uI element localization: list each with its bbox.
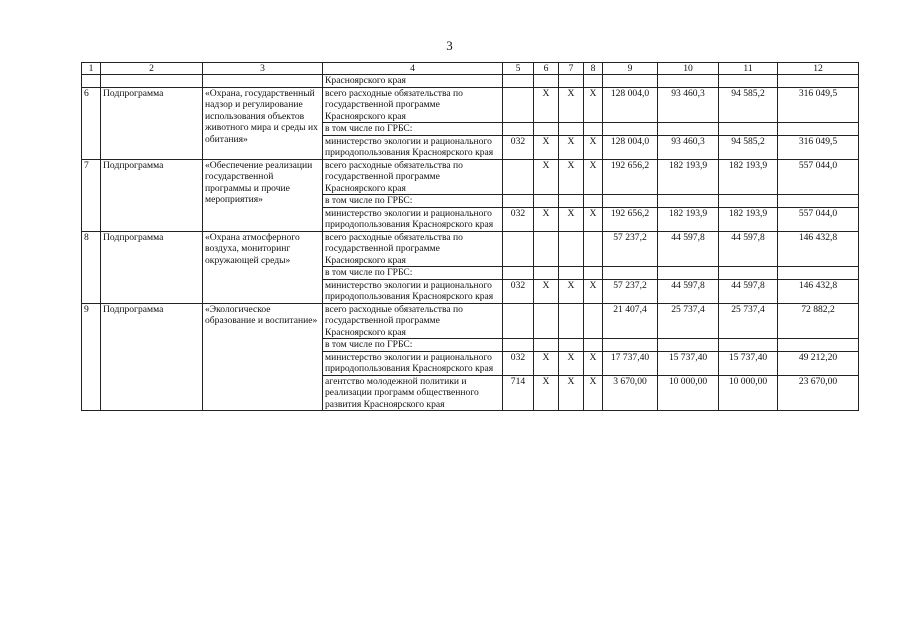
empty-cell	[603, 267, 658, 280]
cell-c8: Х	[584, 207, 603, 231]
column-number-row	[82, 63, 859, 75]
empty-cell	[503, 267, 534, 280]
cell-c8: Х	[584, 87, 603, 123]
cell-v11: 25 737,4	[719, 303, 778, 339]
column-header: 11	[719, 63, 778, 75]
cell-c6: Х	[534, 87, 559, 123]
cell-v9: 192 656,2	[603, 207, 658, 231]
empty-cell	[559, 339, 584, 352]
cell-v9: 128 004,0	[603, 87, 658, 123]
cell-c6: Х	[534, 375, 559, 411]
empty-cell	[503, 339, 534, 352]
empty-cell	[719, 195, 778, 208]
carry-over-row	[82, 75, 859, 88]
cell-v10: 93 460,3	[658, 87, 719, 123]
cell-c7: Х	[559, 207, 584, 231]
subprogram-name: «Обеспечение реализации государственной программы и прочие мероприятия»	[203, 159, 323, 231]
column-header: 6	[534, 63, 559, 75]
cell-v9: 192 656,2	[603, 159, 658, 195]
cell-v12: 316 049,5	[778, 135, 859, 159]
empty-cell	[534, 267, 559, 280]
cell-v11: 182 193,9	[719, 207, 778, 231]
column-header: 9	[603, 63, 658, 75]
cell-v11: 15 737,40	[719, 351, 778, 375]
cell-c7: Х	[559, 351, 584, 375]
cell-c8: Х	[584, 351, 603, 375]
cell-c6: Х	[534, 279, 559, 303]
cell-v9: 17 737,40	[603, 351, 658, 375]
subprogram-kind: Подпрограмма	[101, 87, 203, 159]
cell-v11: 182 193,9	[719, 159, 778, 195]
cell-c8: Х	[584, 159, 603, 195]
subprogram-name: «Охрана атмосферного воздуха, мониторинг окружающей среды»	[203, 231, 323, 303]
cell-v10: 182 193,9	[658, 159, 719, 195]
cell-v12: 557 044,0	[778, 159, 859, 195]
cell-c6: Х	[534, 135, 559, 159]
empty-cell	[658, 123, 719, 136]
cell-v11: 10 000,00	[719, 375, 778, 411]
total-label: всего расходные обязательства по государственной программе Красноярского края	[323, 231, 503, 267]
cell-c7: Х	[559, 135, 584, 159]
total-label: всего расходные обязательства по государственной программе Красноярского края	[323, 87, 503, 123]
cell-c6	[534, 303, 559, 339]
cell-c8: Х	[584, 135, 603, 159]
grbs-label: в том числе по ГРБС:	[323, 267, 503, 280]
cell-c7	[559, 303, 584, 339]
grbs-code: 032	[503, 207, 534, 231]
empty-cell	[584, 267, 603, 280]
column-header: 7	[559, 63, 584, 75]
cell-v12: 316 049,5	[778, 87, 859, 123]
cell-v9: 3 670,00	[603, 375, 658, 411]
cell-v9: 57 237,2	[603, 231, 658, 267]
cell-v9: 57 237,2	[603, 279, 658, 303]
cell-v10: 25 737,4	[658, 303, 719, 339]
cell-c7	[559, 231, 584, 267]
cell-c6: Х	[534, 351, 559, 375]
subprogram-kind: Подпрограмма	[101, 303, 203, 411]
carry-over-text: Красноярского края	[323, 75, 503, 88]
cell-c7: Х	[559, 279, 584, 303]
cell-v12: 146 432,8	[778, 279, 859, 303]
subprogram-total-row	[82, 87, 859, 123]
grbs-label: в том числе по ГРБС:	[323, 339, 503, 352]
cell-c8	[584, 231, 603, 267]
subprogram-number: 8	[82, 231, 101, 303]
cell-c7: Х	[559, 375, 584, 411]
subprogram-total-row	[82, 231, 859, 267]
empty-cell	[658, 339, 719, 352]
cell-v10: 44 597,8	[658, 279, 719, 303]
subprogram-number: 9	[82, 303, 101, 411]
grbs-name: агентство молодежной политики и реализации программ общественного развития Красноярского края	[323, 375, 503, 411]
column-header: 2	[101, 63, 203, 75]
column-header: 3	[203, 63, 323, 75]
cell-v10: 182 193,9	[658, 207, 719, 231]
column-header: 12	[778, 63, 859, 75]
cell-v9: 21 407,4	[603, 303, 658, 339]
grbs-code	[503, 159, 534, 195]
cell-c6: Х	[534, 207, 559, 231]
cell-v10: 10 000,00	[658, 375, 719, 411]
grbs-name: министерство экологии и рационального природопользования Красноярского края	[323, 135, 503, 159]
empty-cell	[559, 195, 584, 208]
column-header: 1	[82, 63, 101, 75]
empty-cell	[503, 123, 534, 136]
cell-v10: 44 597,8	[658, 231, 719, 267]
subprogram-name: «Охрана, государственный надзор и регулирование использования объектов животного мира и среды их обитания»	[203, 87, 323, 159]
cell-v12: 23 670,00	[778, 375, 859, 411]
empty-cell	[603, 123, 658, 136]
subprogram-total-row	[82, 303, 859, 339]
subprogram-number: 6	[82, 87, 101, 159]
grbs-name: министерство экологии и рационального природопользования Красноярского края	[323, 351, 503, 375]
grbs-code: 032	[503, 279, 534, 303]
subprogram-number: 7	[82, 159, 101, 231]
grbs-code	[503, 303, 534, 339]
empty-cell	[503, 195, 534, 208]
budget-table	[81, 62, 859, 411]
cell-v9: 128 004,0	[603, 135, 658, 159]
subprogram-kind: Подпрограмма	[101, 231, 203, 303]
cell-v10: 93 460,3	[658, 135, 719, 159]
empty-cell	[603, 339, 658, 352]
grbs-label: в том числе по ГРБС:	[323, 195, 503, 208]
empty-cell	[584, 339, 603, 352]
empty-cell	[719, 267, 778, 280]
empty-cell	[534, 195, 559, 208]
cell-c8: Х	[584, 279, 603, 303]
empty-cell	[719, 339, 778, 352]
cell-v11: 44 597,8	[719, 231, 778, 267]
empty-cell	[658, 267, 719, 280]
cell-v10: 15 737,40	[658, 351, 719, 375]
cell-v11: 94 585,2	[719, 87, 778, 123]
cell-v11: 94 585,2	[719, 135, 778, 159]
cell-c7: Х	[559, 87, 584, 123]
grbs-code: 714	[503, 375, 534, 411]
total-label: всего расходные обязательства по государственной программе Красноярского края	[323, 159, 503, 195]
total-label: всего расходные обязательства по государственной программе Красноярского края	[323, 303, 503, 339]
grbs-name: министерство экологии и рационального природопользования Красноярского края	[323, 207, 503, 231]
empty-cell	[778, 123, 859, 136]
empty-cell	[559, 123, 584, 136]
empty-cell	[534, 123, 559, 136]
column-header: 4	[323, 63, 503, 75]
column-header: 10	[658, 63, 719, 75]
cell-c6: Х	[534, 159, 559, 195]
cell-v12: 557 044,0	[778, 207, 859, 231]
grbs-label: в том числе по ГРБС:	[323, 123, 503, 136]
subprogram-name: «Экологическое образование и воспитание»	[203, 303, 323, 411]
grbs-name: министерство экологии и рационального природопользования Красноярского края	[323, 279, 503, 303]
cell-c8: Х	[584, 375, 603, 411]
empty-cell	[534, 339, 559, 352]
subprogram-total-row	[82, 159, 859, 195]
empty-cell	[778, 339, 859, 352]
cell-v11: 44 597,8	[719, 279, 778, 303]
grbs-code: 032	[503, 135, 534, 159]
empty-cell	[584, 195, 603, 208]
column-header: 5	[503, 63, 534, 75]
empty-cell	[778, 195, 859, 208]
cell-c6	[534, 231, 559, 267]
empty-cell	[584, 123, 603, 136]
grbs-code	[503, 231, 534, 267]
empty-cell	[559, 267, 584, 280]
column-header: 8	[584, 63, 603, 75]
empty-cell	[603, 195, 658, 208]
cell-c7: Х	[559, 159, 584, 195]
empty-cell	[719, 123, 778, 136]
cell-v12: 72 882,2	[778, 303, 859, 339]
cell-v12: 49 212,20	[778, 351, 859, 375]
grbs-code	[503, 87, 534, 123]
cell-v12: 146 432,8	[778, 231, 859, 267]
empty-cell	[658, 195, 719, 208]
subprogram-kind: Подпрограмма	[101, 159, 203, 231]
page-number: 3	[446, 38, 453, 53]
grbs-code: 032	[503, 351, 534, 375]
cell-c8	[584, 303, 603, 339]
empty-cell	[778, 267, 859, 280]
